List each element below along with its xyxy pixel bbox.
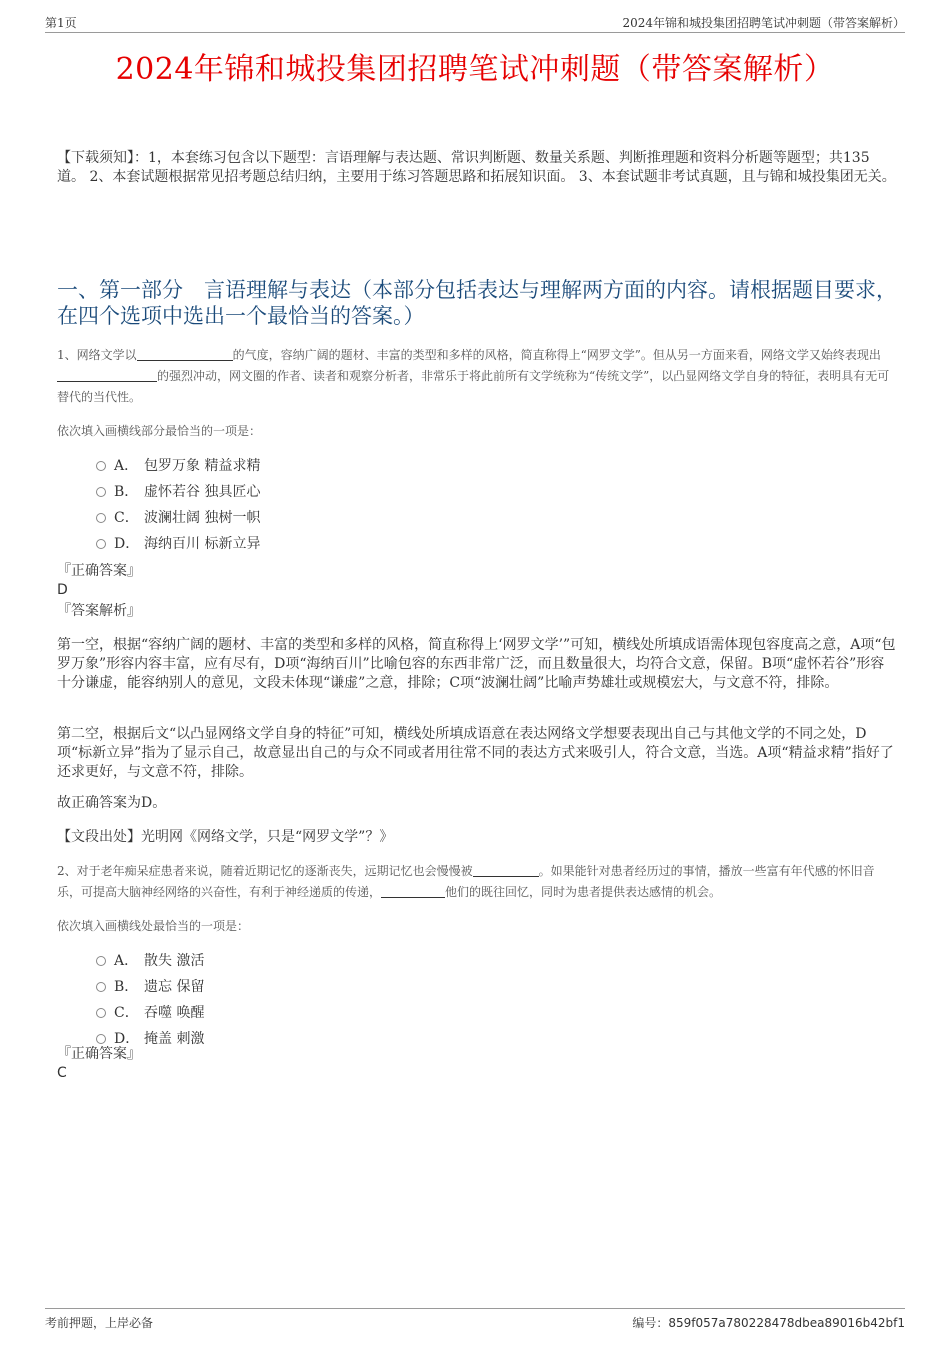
question-2-blank-1 <box>473 862 539 877</box>
footer-code-label: 编号： <box>632 1316 669 1330</box>
radio-icon[interactable] <box>96 1008 106 1018</box>
question-1-option-b[interactable]: B． 虚怀若谷 独具匠心 <box>96 482 260 502</box>
radio-icon[interactable] <box>96 513 106 523</box>
radio-icon[interactable] <box>96 1034 106 1044</box>
question-2-text-3: 他们的既往回忆，同时为患者提供表达感情的机会。 <box>445 885 722 899</box>
section-heading: 一、第一部分 言语理解与表达（本部分包括表达与理解两方面的内容。请根据题目要求，在四个选项中选出一个最恰当的答案。） <box>57 278 897 328</box>
header-doc-title: 2024年锦和城投集团招聘笔试冲刺题（带答案解析） <box>622 16 905 30</box>
radio-icon[interactable] <box>96 487 106 497</box>
question-1-text-3: 的强烈冲动，网文圈的作者、读者和观察分析者，非常乐于将此前所有文学统称为“传统文学”，以凸显网络文学自身的特征，表明具有无可替代的当代性。 <box>57 369 890 404</box>
page-number: 第1页 <box>45 16 77 30</box>
question-1-option-c[interactable]: C． 波澜壮阔 独树一帜 <box>96 508 260 528</box>
question-2-option-a[interactable]: A． 散失 激活 <box>96 951 204 971</box>
radio-icon[interactable] <box>96 539 106 549</box>
question-1-prompt: 依次填入画横线部分最恰当的一项是： <box>57 424 262 438</box>
question-1-analysis-label: 『答案解析』 <box>57 603 141 619</box>
question-2-prompt: 依次填入画横线处最恰当的一项是： <box>57 919 250 933</box>
footer-code-value: 859f057a780228478dbea89016b42bf1 <box>668 1316 905 1330</box>
question-2-stem <box>57 861 897 903</box>
question-1-conclusion: 故正确答案为D。 <box>57 795 167 811</box>
question-2-option-b[interactable]: B． 遗忘 保留 <box>96 977 204 997</box>
question-1-answer-label: 『正确答案』 <box>57 563 141 579</box>
question-2-answer-label: 『正确答案』 <box>57 1046 141 1062</box>
question-1-answer: D <box>57 582 68 598</box>
question-2-answer: C <box>57 1065 67 1081</box>
question-2-option-d[interactable]: D． 掩盖 刺激 <box>96 1029 204 1049</box>
question-2-blank-2 <box>381 883 445 898</box>
footer-divider <box>45 1308 905 1309</box>
question-1-analysis-2: 第二空，根据后文“以凸显网络文学自身的特征”可知，横线处所填成语意在表达网络文学想要表现出自己与其他文学的不同之处，D项“标新立异”指为了显示自己，故意显出自己的与众不同或者用往常不同的表达方式来吸引人，符合文意，当选。A项“精益求精”指好了还求更好，与文意不符，排除。 <box>57 726 894 780</box>
question-1-stem <box>57 345 897 408</box>
header-divider <box>45 32 905 33</box>
radio-icon[interactable] <box>96 956 106 966</box>
question-1-option-a[interactable]: A． 包罗万象 精益求精 <box>96 456 260 476</box>
question-2-text-2: 。如果能针对患者经历过的事情，播放一些富有年代感的怀旧音乐，可提高大脑神经网络的兴奋性，有利于神经递质的传递， <box>57 864 875 899</box>
question-2-option-c[interactable]: C． 吞噬 唤醒 <box>96 1003 204 1023</box>
radio-icon[interactable] <box>96 461 106 471</box>
question-1-analysis-1: 第一空，根据“容纳广阔的题材、丰富的类型和多样的风格，简直称得上‘网罗文学’”可知，横线处所填成语需体现包容度高之意，A项“包罗万象”形容内容丰富，应有尽有，D项“海纳百川”比喻包容的东西非常广泛，而且数量很大，均符合文意，保留。B项“虚怀若谷”形容十分谦虚，能容纳别人的意见，文段未体现“谦虚”之意，排除；C项“波澜壮阔”比喻声势雄壮或规模宏大，与文意不符，排除。 <box>57 637 896 691</box>
footer-code <box>632 1314 905 1331</box>
question-2-text-1: 2、对于老年痴呆症患者来说，随着近期记忆的逐渐丧失，远期记忆也会慢慢被 <box>57 864 473 878</box>
question-1-option-d[interactable]: D． 海纳百川 标新立异 <box>96 534 260 554</box>
radio-icon[interactable] <box>96 982 106 992</box>
question-1-text-1: 1、网络文学以 <box>57 348 137 362</box>
download-notice: 【下载须知】：1，本套练习包含以下题型：言语理解与表达题、常识判断题、数量关系题、判断推理题和资料分析题等题型；共135道。 2、本套试题根据常见招考题总结归纳，主要用于练习答题思路和拓展知识面。 3、本套试题非考试真题，且与锦和城投集团无关。 <box>57 150 896 185</box>
footer-slogan: 考前押题，上岸必备 <box>45 1316 154 1330</box>
question-1-source: 【文段出处】光明网《网络文学，只是“网罗文学”？》 <box>57 829 394 845</box>
question-1-text-2: 的气度，容纳广阔的题材、丰富的类型和多样的风格，简直称得上“网罗文学”。但从另一方面来看，网络文学又始终表现出 <box>232 348 881 362</box>
page-title: 2024年锦和城投集团招聘笔试冲刺题（带答案解析） <box>115 52 835 87</box>
question-1-blank-2 <box>57 367 157 382</box>
question-1-blank-1 <box>137 346 233 361</box>
